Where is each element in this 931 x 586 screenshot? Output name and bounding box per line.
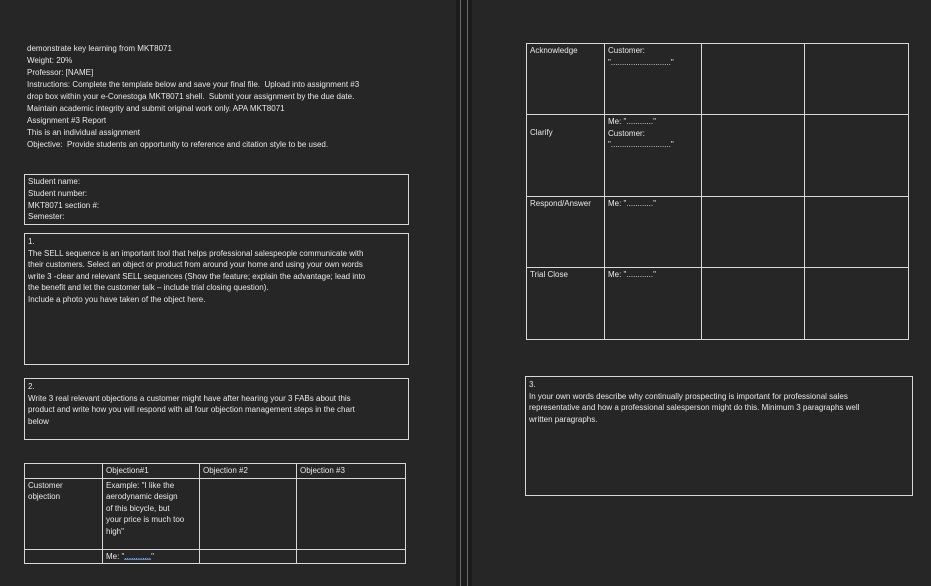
gutter-rule: [460, 0, 461, 586]
page-gutter: [456, 0, 472, 586]
trial-close-cell-3[interactable]: [805, 268, 909, 340]
me-dots: ............: [124, 551, 152, 561]
objection-table: [24, 463, 406, 564]
header-line: Maintain academic integrity and submit original work only. APA MKT8071: [27, 104, 285, 113]
trial-close-label: Trial Close: [527, 268, 605, 340]
acknowledge-cell-2[interactable]: [702, 44, 805, 115]
trial-close-cell[interactable]: Me: "............": [605, 268, 702, 340]
gutter-rule: [467, 0, 468, 586]
objection-2-me-cell[interactable]: [200, 549, 297, 564]
header-line: Professor: [NAME]: [27, 68, 94, 77]
student-name-label: Student name:: [28, 177, 81, 186]
clarify-cell-3[interactable]: [805, 115, 909, 197]
student-info-box[interactable]: [24, 174, 409, 225]
question-1-text: 1. The SELL sequence is an important tool that helps professional salespeople communicate with their customers. Select an object or product from around your home and using your own words write 3 -clear and relevant SELL sequences (Show the feature; explain the advantage; lead into the benefit and let the customer talk – include trial closing question). Include a photo you have taken of the object here.: [28, 237, 366, 304]
objection-1-me-cell[interactable]: [103, 549, 200, 564]
respond-answer-cell[interactable]: Me: "............": [605, 197, 702, 268]
header-line: demonstrate key learning from MKT8071: [27, 44, 172, 53]
me-prefix: Me: ": [106, 551, 125, 561]
trial-close-cell-2[interactable]: [702, 268, 805, 340]
objection-header-blank: [25, 464, 103, 479]
semester-label: Semester:: [28, 212, 65, 221]
objection-3-cell[interactable]: [297, 478, 406, 549]
objection-1-header: Objection#1: [103, 464, 200, 479]
header-line: Instructions: Complete the template below and save your final file. Upload into assignment #3: [27, 80, 360, 89]
objection-2-header: Objection #2: [200, 464, 297, 479]
objection-steps-table: [526, 43, 909, 340]
header-line: Weight: 20%: [27, 56, 73, 65]
objection-1-example[interactable]: Example: "I like the aerodynamic design of this bicycle, but your price is much too high": [103, 478, 200, 549]
objection-2-cell[interactable]: [200, 478, 297, 549]
clarify-cell-2[interactable]: [702, 115, 805, 197]
clarify-cell[interactable]: Me: "............" Customer: "...........................": [605, 115, 702, 197]
customer-objection-label: Customer objection: [25, 478, 103, 549]
respond-answer-label: Respond/Answer: [527, 197, 605, 268]
question-1-box[interactable]: [24, 233, 409, 365]
header-line: drop box within your e-Conestoga MKT8071 shell. Submit your assignment by the due date.: [27, 92, 355, 101]
objection-3-header: Objection #3: [297, 464, 406, 479]
me-label-blank: [25, 549, 103, 564]
question-3-box[interactable]: [525, 376, 913, 496]
header-line: This is an individual assignment: [27, 128, 140, 137]
question-2-text: 2. Write 3 real relevant objections a customer might have after hearing your 3 FABs about this product and write how you will respond with all four objection management steps in the chart below: [28, 382, 355, 426]
section-label: MKT8071 section #:: [28, 201, 100, 210]
objection-3-me-cell[interactable]: [297, 549, 406, 564]
page-left: [0, 0, 456, 586]
acknowledge-cell-3[interactable]: [805, 44, 909, 115]
respond-answer-cell-2[interactable]: [702, 197, 805, 268]
header-line: Objective: Provide students an opportunity to reference and citation style to be used.: [27, 140, 329, 149]
me-suffix: ": [151, 551, 154, 561]
page-right: [472, 0, 931, 586]
student-number-label: Student number:: [28, 189, 88, 198]
header-line: Assignment #3 Report: [27, 116, 107, 125]
respond-answer-cell-3[interactable]: [805, 197, 909, 268]
clarify-label: Clarify: [527, 115, 605, 197]
question-2-box[interactable]: [24, 378, 409, 440]
question-3-text: 3. In your own words describe why continually prospecting is important for professional sales representative and how a professional salesperson might do this. Minimum 3 paragraphs well written paragraphs.: [529, 380, 860, 424]
acknowledge-cell[interactable]: Customer: "...........................": [605, 44, 702, 115]
acknowledge-label: Acknowledge: [527, 44, 605, 115]
